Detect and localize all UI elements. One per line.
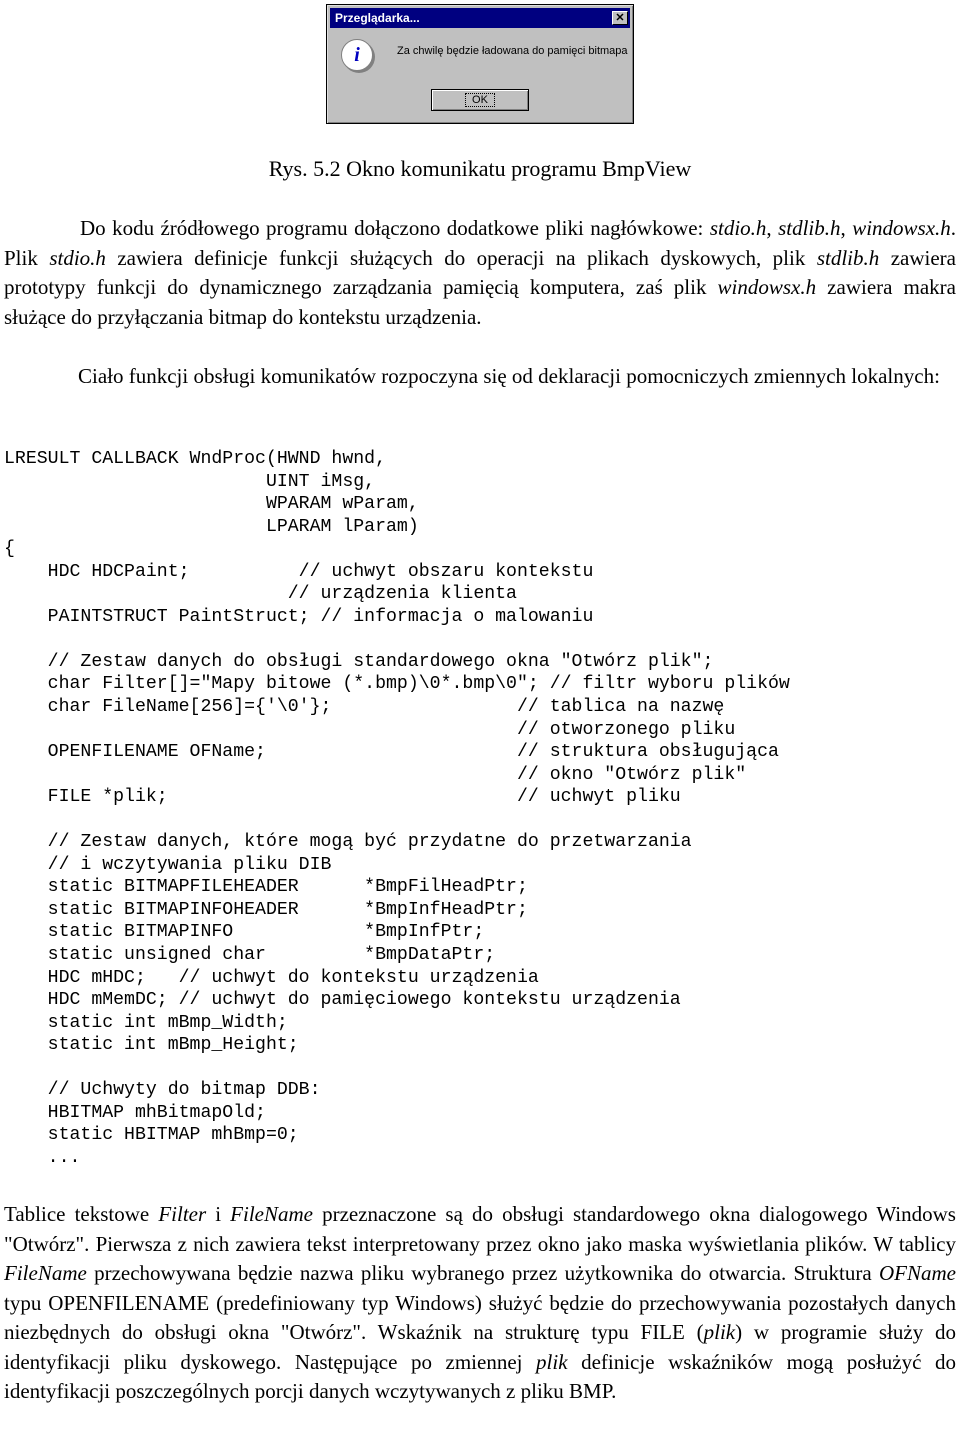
dialog-figure (326, 4, 634, 124)
figure-caption: Rys. 5.2 Okno komunikatu programu BmpView (268, 156, 692, 181)
paragraph-explanation: Tablice tekstowe Filter i FileName przeznaczone są do obsługi standardowego okna dialogowego Windows "Otwórz". Pierwsza z nich zawiera tekst interpretowany przez okno jako maska wyświetlania plików. W tablicy FileName przechowywana będzie nazwa pliku wybranego przez użytkownika do otwarcia. Struktura OFName typu OPENFILENAME (predefiniowany typ Windows) służyć będzie do przechowywania pozostałych danych niezbędnych do obsługi okna "Otwórz". Wskaźnik na strukturę typu FILE (plik) w programie służy do identyfikacji pliku dyskowego. Następujące po zmiennej plik definicje wskaźników mogą posłużyć do identyfikacji poszczególnych porcji danych wczytywanych z pliku BMP. (4, 1202, 956, 1403)
dialog-title: Przeglądarka... (335, 11, 420, 25)
info-icon: i (341, 39, 373, 71)
dialog-message: Za chwilę będzie ładowana do pamięci bitmapa (397, 45, 628, 57)
ok-button[interactable] (431, 89, 529, 111)
dialog-titlebar (330, 8, 630, 28)
paragraph-headers: Do kodu źródłowego programu dołączono dodatkowe pliki nagłówkowe: stdio.h, stdlib.h, windowsx.h. Plik stdio.h zawiera definicje funkcji służących do operacji na plikach dyskowych, plik stdlib.h zawiera prototypy funkcji do dynamicznego zarządzania pamięcią komputera, zaś plik windowsx.h zawiera makra służące do przyłączania bitmap do kontekstu urządzenia. (4, 216, 957, 329)
close-icon[interactable]: ✕ (612, 11, 628, 25)
code-listing: LRESULT CALLBACK WndProc(HWND hwnd, UINT iMsg, WPARAM wParam, LPARAM lParam) { HDC HDCPaint; // uchwyt obszaru kontekstu // urządzenia klienta PAINTSTRUCT PaintStruct; // informacja o malowaniu // Zestaw danych do obsługi standardowego okna "Otwórz plik"; char Filter[]="Mapy bitowe (*.bmp)\0*.bmp\0"; // filtr wyboru plików char FileName[256]={'\0'}; // tablica na nazwę // otworzonego pliku OPENFILENAME OFName; // struktura obsługująca // okno "Otwórz plik" FILE *plik; // uchwyt pliku // Zestaw danych, które mogą być przydatne do przetwarzania // i wczytywania pliku DIB static BITMAPFILEHEADER *BmpFilHeadPtr; static BITMAPINFOHEADER *BmpInfHeadPtr; static BITMAPINFO *BmpInfPtr; static unsigned char *BmpDataPtr; HDC mHDC; // uchwyt do kontekstu urządzenia HDC mMemDC; // uchwyt do pamięciowego kontekstu urządzenia static int mBmp_Width; static int mBmp_Height; // Uchwyty do bitmap DDB: HBITMAP mhBitmapOld; static HBITMAP mhBmp=0; ... (4, 449, 790, 1168)
paragraph-intro-code: Ciało funkcji obsługi komunikatów rozpoczyna się od deklaracji pomocniczych zmiennych lokalnych: (78, 364, 940, 388)
ok-button-label: OK (465, 93, 495, 107)
